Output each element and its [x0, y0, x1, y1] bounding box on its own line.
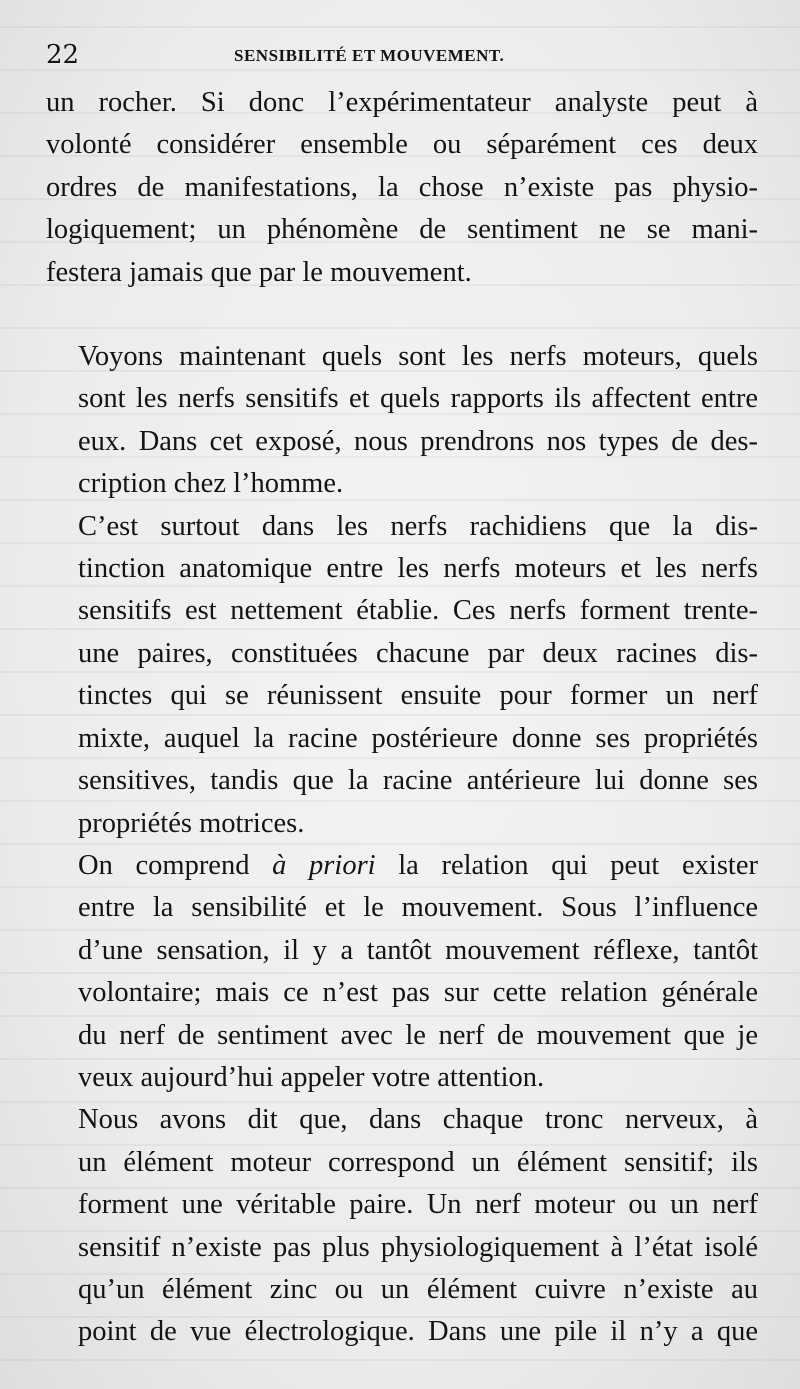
text-line: ordres de manifestations, la chose n’existe pas physio- [46, 171, 758, 203]
text-line: propriétés motrices. [78, 807, 305, 839]
text-line: festera jamais que par le mouvement. [46, 256, 472, 288]
text-line: point de vue électrologique. Dans une pile il n’y a que [78, 1316, 758, 1348]
text-line: Nous avons dit que, dans chaque tronc nerveux, à [78, 1104, 758, 1136]
paragraph-4 [46, 845, 758, 1099]
text-line: forment une véritable paire. Un nerf moteur ou un nerf [78, 1189, 758, 1221]
text-line: Voyons maintenant quels sont les nerfs moteurs, quels [78, 341, 758, 373]
italic-phrase: à priori [272, 849, 376, 881]
text-line: C’est surtout dans les nerfs rachidiens que la dis- [78, 510, 758, 542]
text-fragment: la relation qui peut exister [375, 849, 758, 881]
text-line: tinction anatomique entre les nerfs moteurs et les nerfs [78, 553, 758, 585]
text-fragment: On comprend [78, 849, 273, 881]
page-number: 22 [46, 40, 80, 70]
text-line: tinctes qui se réunissent ensuite pour former un nerf [78, 680, 758, 712]
paragraph-5 [46, 1099, 758, 1353]
text-line: du nerf de sentiment avec le nerf de mouvement que je [78, 1019, 758, 1051]
text-line: logiquement; un phénomène de sentiment ne se mani- [46, 214, 758, 246]
text-line: volontaire; mais ce n’est pas sur cette relation générale [78, 977, 758, 1009]
paragraph-1 [46, 82, 758, 294]
text-line: cription chez l’homme. [78, 468, 344, 500]
text-line: sensitives, tandis que la racine antérieure lui donne ses [78, 765, 758, 797]
text-line: sensitifs est nettement établie. Ces nerfs forment trente- [78, 595, 758, 627]
running-title: SENSIBILITÉ ET MOUVEMENT. [234, 46, 505, 65]
text-line [46, 845, 758, 887]
paragraph-2 [46, 336, 758, 506]
text-line: sensitif n’existe pas plus physiologiquement à l’état isolé [78, 1231, 758, 1263]
text-line: sont les nerfs sensitifs et quels rapports ils affectent entre [78, 383, 758, 415]
text-line: un rocher. Si donc l’expérimentateur analyste peut à [46, 87, 758, 118]
text-line: d’une sensation, il y a tantôt mouvement réflexe, tantôt [78, 934, 758, 966]
text-line: veux aujourd’hui appeler votre attention. [78, 1061, 545, 1093]
text-line: qu’un élément zinc ou un élément cuivre n’existe au [78, 1273, 758, 1305]
text-line: eux. Dans cet exposé, nous prendrons nos types de des- [78, 425, 758, 457]
text-line: entre la sensibilité et le mouvement. Sous l’influence [78, 892, 758, 924]
text-line: mixte, auquel la racine postérieure donne ses propriétés [78, 722, 758, 754]
paragraph-3 [46, 506, 758, 845]
text-line: un élément moteur correspond un élément sensitif; ils [78, 1146, 758, 1178]
text-line: volonté considérer ensemble ou séparément ces deux [46, 129, 758, 161]
text-line: une paires, constituées chacune par deux racines dis- [78, 637, 758, 669]
page-header [46, 40, 758, 72]
body-text [46, 82, 758, 1354]
